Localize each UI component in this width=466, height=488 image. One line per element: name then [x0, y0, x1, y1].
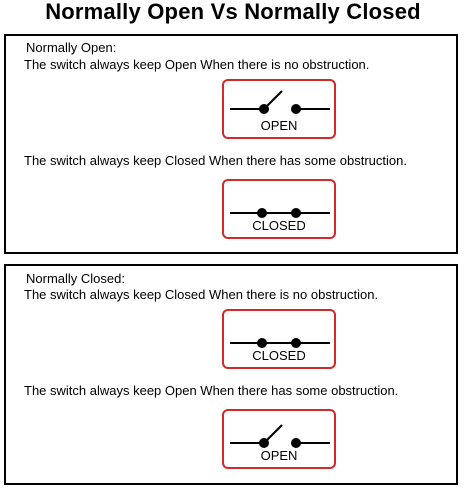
no-closed-state-label: CLOSED: [252, 218, 306, 233]
normally-open-panel: [4, 34, 458, 254]
no-closed-switch-box: [222, 179, 336, 239]
no-closed-obstruction-text: The switch always keep Closed When there has some obstruction.: [24, 153, 407, 168]
no-open-switch-box: [222, 79, 336, 139]
no-open-no-obstruction-text: The switch always keep Open When there is no obstruction.: [24, 57, 370, 72]
normally-open-heading: Normally Open:: [26, 40, 117, 55]
page-title: Normally Open Vs Normally Closed: [45, 0, 421, 24]
normally-closed-heading: Normally Closed:: [26, 271, 125, 286]
nc-closed-switch-box: [222, 309, 336, 369]
nc-open-switch-box: [222, 409, 336, 469]
nc-closed-state-label: CLOSED: [252, 348, 306, 363]
no-open-state-label: OPEN: [260, 118, 298, 133]
nc-open-obstruction-text: The switch always keep Open When there has some obstruction.: [24, 383, 399, 398]
nc-closed-no-obstruction-text: The switch always keep Closed When there is no obstruction.: [24, 287, 379, 302]
normally-closed-panel: [4, 264, 458, 485]
nc-open-state-label: OPEN: [260, 448, 298, 463]
